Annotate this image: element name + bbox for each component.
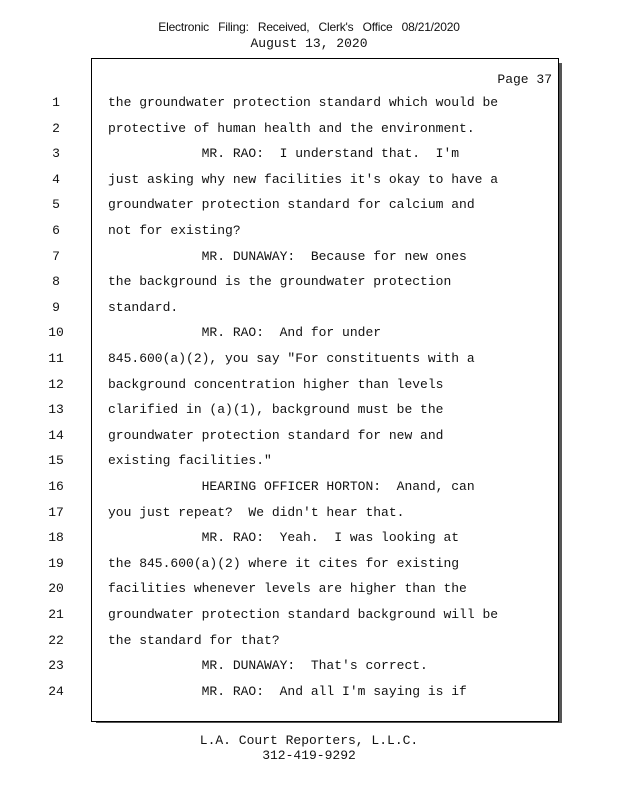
line-text: existing facilities." [108, 453, 272, 469]
transcript-line [52, 195, 558, 215]
transcript-line [52, 221, 558, 241]
line-number: 14 [48, 427, 64, 443]
transcript-line [52, 144, 558, 164]
transcript-line [52, 247, 558, 267]
line-number: 17 [48, 504, 64, 520]
transcript-line [52, 170, 558, 190]
line-text: standard. [108, 299, 179, 315]
transcript-line [48, 656, 558, 676]
line-text: not for existing? [108, 223, 241, 238]
line-number: 24 [48, 683, 64, 699]
line-number: 6 [52, 223, 60, 238]
transcript-line [52, 272, 558, 292]
footer-company: L.A. Court Reporters, L.L.C. [199, 733, 419, 748]
line-text: background concentration higher than levels [108, 376, 444, 392]
line-text: the 845.600(a)(2) where it cites for existing [108, 555, 460, 571]
line-number: 16 [48, 479, 64, 494]
transcript-line [52, 119, 558, 139]
line-text: groundwater protection standard for new and [108, 427, 444, 443]
transcript-page [48, 58, 559, 722]
transcript-lines [48, 59, 558, 721]
transcript-line [48, 554, 558, 574]
line-text: clarified in (a)(1), background must be the [108, 402, 444, 418]
footer-phone: 312-419-9292 [262, 748, 356, 763]
line-text: groundwater protection standard for calcium and [108, 197, 475, 213]
line-text: just asking why new facilities it's okay to have a [108, 171, 499, 187]
transcript-line [52, 298, 558, 318]
line-number: 1 [52, 95, 60, 110]
line-number: 4 [52, 171, 60, 187]
line-number: 11 [48, 351, 64, 366]
line-text: MR. RAO: Yeah. I was looking at [108, 530, 460, 546]
line-number: 9 [52, 299, 60, 315]
transcript-line [48, 349, 558, 369]
transcript-line [48, 451, 558, 471]
transcript-line [48, 631, 558, 651]
line-number: 3 [52, 146, 60, 162]
line-number: 13 [48, 402, 64, 418]
line-number: 19 [48, 555, 64, 571]
line-number: 21 [48, 607, 64, 622]
transcript-line [48, 682, 558, 702]
line-text: facilities whenever levels are higher than the [108, 581, 467, 597]
line-number: 23 [48, 658, 64, 674]
transcript-date: August 13, 2020 [250, 36, 368, 51]
transcript-line [48, 605, 558, 625]
page-number: Page 37 [497, 72, 552, 87]
transcript-line [48, 579, 558, 599]
line-text: HEARING OFFICER HORTON: Anand, can [108, 479, 475, 494]
line-text: MR. RAO: And for under [108, 325, 382, 341]
line-number: 10 [48, 325, 64, 341]
line-number: 18 [48, 530, 64, 546]
line-text: 845.600(a)(2), you say "For constituents with a [108, 351, 475, 366]
line-number: 7 [52, 248, 60, 264]
line-text: groundwater protection standard background will be [108, 607, 499, 622]
transcript-line [48, 400, 558, 420]
line-text: MR. RAO: And all I'm saying is if [108, 683, 467, 699]
transcript-line [48, 528, 558, 548]
filing-stamp: Electronic Filing: Received, Clerk's Office 08/21/2020 [158, 20, 460, 34]
transcript-line [48, 477, 558, 497]
line-number: 15 [48, 453, 64, 469]
transcript-line [48, 426, 558, 446]
transcript-line [48, 323, 558, 343]
line-number: 22 [48, 632, 64, 648]
line-text: protective of human health and the environment. [108, 120, 475, 136]
line-number: 8 [52, 274, 60, 290]
transcript-line [48, 375, 558, 395]
line-number: 12 [48, 376, 64, 392]
line-number: 20 [48, 581, 64, 597]
line-number: 5 [52, 197, 60, 213]
line-text: MR. RAO: I understand that. I'm [108, 146, 460, 162]
transcript-line [52, 93, 558, 113]
line-text: the background is the groundwater protection [108, 274, 452, 290]
transcript-line [48, 503, 558, 523]
line-text: MR. DUNAWAY: That's correct. [108, 658, 428, 674]
line-text: the groundwater protection standard which would be [108, 95, 499, 110]
line-text: you just repeat? We didn't hear that. [108, 504, 405, 520]
line-text: the standard for that? [108, 632, 280, 648]
line-text: MR. DUNAWAY: Because for new ones [108, 248, 467, 264]
line-number: 2 [52, 120, 60, 136]
